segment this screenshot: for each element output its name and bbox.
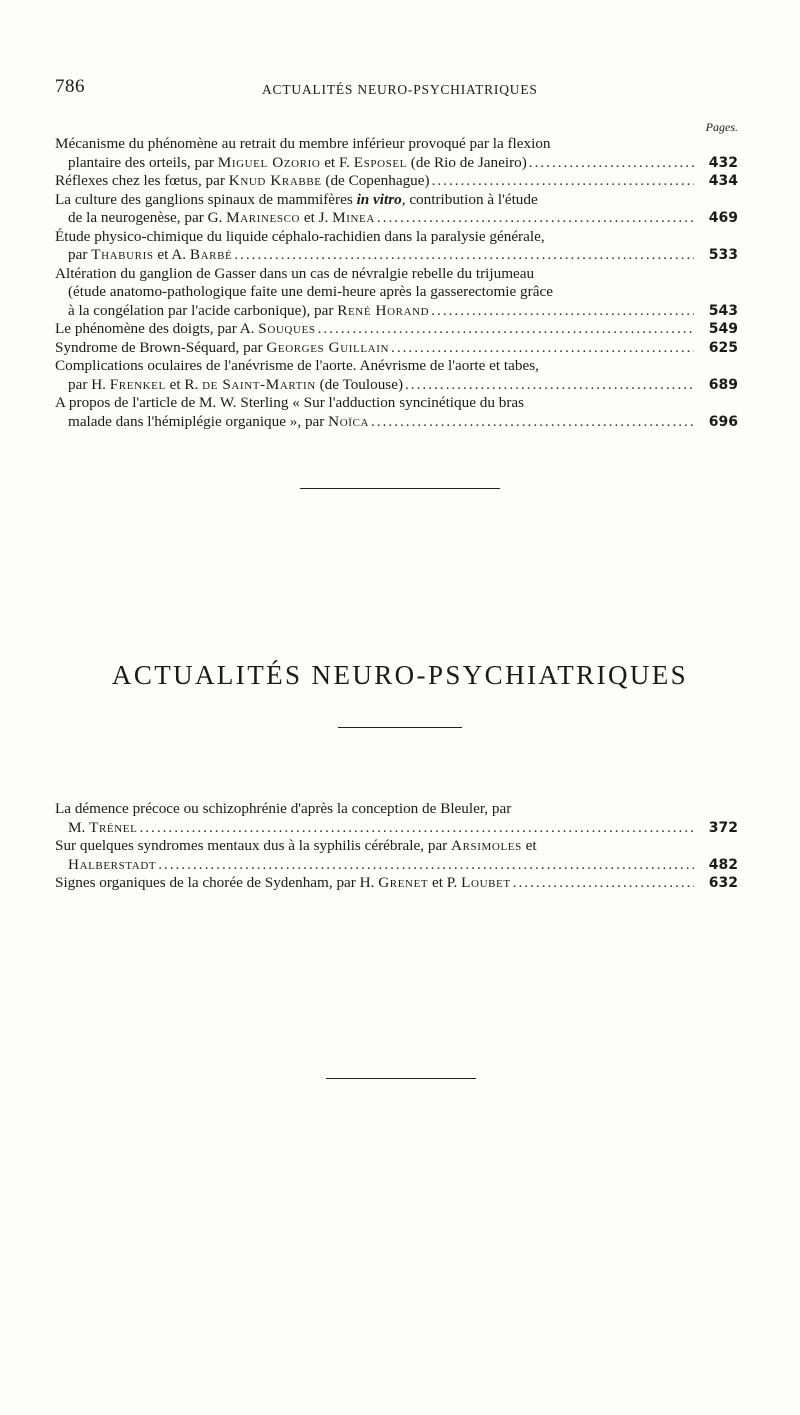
toc-entry: [55, 357, 738, 394]
dot-leader: [377, 209, 694, 228]
dot-leader: [318, 320, 694, 339]
dot-leader: [371, 413, 694, 432]
dot-leader: [513, 874, 694, 893]
page-reference: 482: [708, 856, 738, 873]
entry-leader-line: à la congélation par l'acide carbonique), par René Horand .....: [55, 302, 698, 321]
entry-text: La culture des ganglions spinaux de mammifères in vitro, contribution à l'étude: [55, 190, 538, 208]
entry-text: Mécanisme du phénomène au retrait du membre inférieur provoqué par la flexion: [55, 135, 551, 152]
entry-text: (étude anatomo-pathologique faite une demi-heure après la gasserectomie grâce: [68, 283, 553, 300]
page-reference: 543: [708, 302, 738, 319]
divider-rule: [326, 1078, 476, 1079]
toc-entry: [55, 874, 738, 893]
toc-entry: [55, 265, 738, 321]
entry-text: Étude physico-chimique du liquide céphalo-rachidien dans la paralysie générale,: [55, 227, 545, 245]
entry-leader-line: Halberstadt .....: [55, 856, 698, 875]
entry-leader-line: malade dans l'hémiplégie organique », par Noïca .....: [55, 413, 698, 432]
toc-entry: [55, 320, 738, 339]
page-reference: 632: [708, 875, 738, 891]
running-title: ACTUALITÉS NEURO-PSYCHIATRIQUES: [262, 82, 538, 97]
toc-entry: [55, 172, 738, 191]
toc-entry: [55, 228, 738, 265]
divider-rule: [300, 488, 500, 489]
entry-text: Sur quelques syndromes mentaux dus à la syphilis cérébrale, par Arsimoles et: [55, 837, 537, 854]
toc-entry: [55, 394, 738, 431]
toc-entry: [55, 191, 738, 228]
page-reference: 689: [708, 376, 738, 393]
entry-leader-line: Syndrome de Brown-Séquard, par Georges Guillain .....: [55, 339, 698, 358]
page-reference: 625: [708, 339, 738, 356]
entry-leader-line: par H. Frenkel et R. de Saint-Martin (de Toulouse) .....: [55, 376, 698, 395]
page-reference: 696: [708, 413, 738, 430]
entry-text: Complications oculaires de l'anévrisme de l'aorte. Anévrisme de l'aorte et tabes,: [55, 357, 539, 374]
entry-text: La démence précoce ou schizophrénie d'après la conception de Bleuler, par: [55, 800, 512, 817]
table-of-contents-bottom: [55, 800, 738, 893]
entry-leader-line: plantaire des orteils, par Miguel Ozorio et F. Esposel (de Rio de Janeiro) .....: [55, 154, 698, 173]
dot-leader: [529, 154, 694, 173]
toc-entry: [55, 800, 738, 837]
dot-leader: [234, 246, 694, 265]
page-reference: 372: [708, 819, 738, 836]
page-reference: 533: [708, 247, 738, 263]
entry-text: A propos de l'article de M. W. Sterling « Sur l'adduction syncinétique du bras: [55, 394, 525, 411]
dot-leader: [432, 172, 694, 191]
table-of-contents-top: [55, 135, 738, 431]
entry-leader-line: de la neurogenèse, par G. Marinesco et J. Minea .....: [55, 209, 698, 228]
entry-leader-line: M. Trénel .....: [55, 819, 698, 838]
entry-leader-line: par Thaburis et A. Barbé .....: [55, 246, 698, 265]
dot-leader: [158, 856, 694, 875]
toc-entry: [55, 339, 738, 358]
toc-entry: [55, 135, 738, 172]
section-title: ACTUALITÉS NEURO-PSYCHIATRIQUES: [111, 660, 689, 690]
dot-leader: [139, 819, 694, 838]
page-reference: 432: [708, 154, 738, 171]
page-number: 786: [55, 76, 85, 97]
entry-leader-line: Signes organiques de la chorée de Sydenham, par H. Grenet et P. Loubet .....: [55, 874, 698, 893]
dot-leader: [391, 339, 694, 358]
entry-leader-line: Le phénomène des doigts, par A. Souques .....: [55, 320, 698, 339]
dot-leader: [405, 376, 694, 395]
page-reference: 434: [708, 173, 738, 189]
toc-entry: [55, 837, 738, 874]
page-reference: 549: [708, 321, 738, 337]
dot-leader: [431, 302, 694, 321]
pages-column-label: Pages.: [705, 120, 738, 134]
entry-leader-line: Réflexes chez les fœtus, par Knud Krabbe (de Copenhague) .....: [55, 172, 698, 191]
divider-rule: [338, 727, 462, 728]
page-reference: 469: [708, 210, 738, 226]
entry-text: Altération du ganglion de Gasser dans un cas de névralgie rebelle du trijumeau: [55, 264, 535, 282]
